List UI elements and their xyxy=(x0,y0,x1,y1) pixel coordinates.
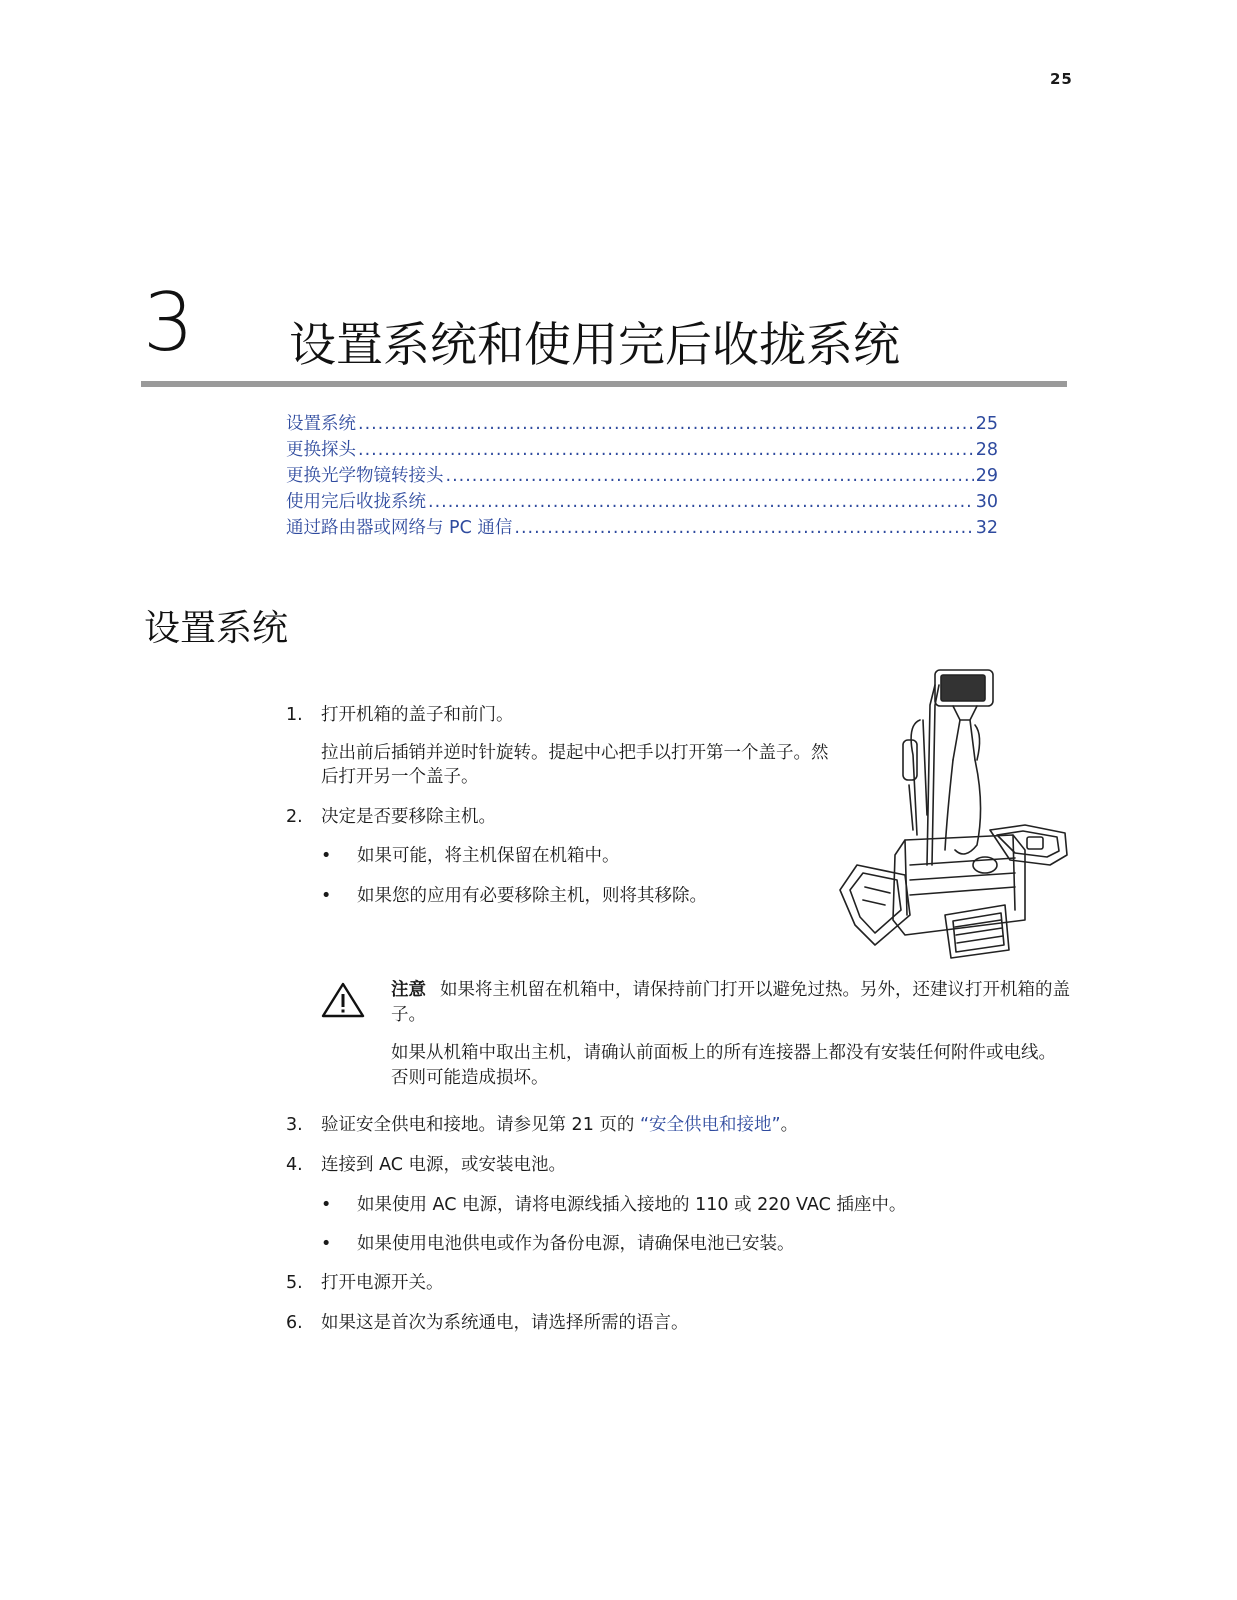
warning-triangle-icon xyxy=(320,981,366,1019)
toc-leader xyxy=(514,518,973,538)
bullet-icon: • xyxy=(321,886,332,906)
toc-entry[interactable] xyxy=(286,410,998,436)
caution-paragraph-2: 如果从机箱中取出主机，请确认前面板上的所有连接器上都没有安装任何附件或电线。否则可能造成损坏。 xyxy=(391,1043,1056,1088)
toc-entry-label[interactable]: 使用完后收拢系统 xyxy=(286,492,426,512)
toc-leader xyxy=(358,414,974,434)
chapter-rule xyxy=(141,381,1067,387)
bullet-text: 如果您的应用有必要移除主机，则将其移除。 xyxy=(357,886,707,906)
section-title: 设置系统 xyxy=(144,608,289,649)
inspection-system-illustration xyxy=(835,665,1071,965)
step-text-before: 验证安全供电和接地。请参见第 21 页的 xyxy=(321,1115,635,1135)
toc-entry-page[interactable]: 25 xyxy=(975,414,998,434)
step-number: 4. xyxy=(286,1155,303,1175)
step-text: 如果这是首次为系统通电，请选择所需的语言。 xyxy=(321,1313,689,1333)
toc-entry-label[interactable]: 更换光学物镜转接头 xyxy=(286,466,444,486)
bullet-text: 如果使用电池供电或作为备份电源，请确保电池已安装。 xyxy=(357,1234,795,1254)
safety-link[interactable]: “安全供电和接地” xyxy=(639,1115,781,1135)
bullet-text: 如果使用 AC 电源，请将电源线插入接地的 110 或 220 VAC 插座中。 xyxy=(357,1195,907,1215)
toc-leader xyxy=(428,492,974,512)
bullet-icon: • xyxy=(321,1195,332,1215)
step-number: 2. xyxy=(286,807,303,827)
step-text: 连接到 AC 电源，或安装电池。 xyxy=(321,1155,567,1175)
step-text: 打开电源开关。 xyxy=(321,1273,444,1293)
step-text xyxy=(321,1112,798,1138)
table-of-contents xyxy=(286,410,998,540)
toc-entry[interactable] xyxy=(286,488,998,514)
caution-label: 注意 xyxy=(391,980,426,1000)
caution-paragraph-1 xyxy=(391,978,1071,1028)
bullet-icon: • xyxy=(321,846,332,866)
probe-holder xyxy=(903,740,917,780)
chapter-number: 3 xyxy=(143,276,194,369)
step-text: 打开机箱的盖子和前门。 xyxy=(321,705,514,725)
toc-leader xyxy=(358,440,974,460)
handset-display xyxy=(941,675,985,701)
step-number: 3. xyxy=(286,1115,303,1135)
toc-entry-label[interactable]: 通过路由器或网络与 PC 通信 xyxy=(286,518,513,538)
step-text: 决定是否要移除主机。 xyxy=(321,807,496,827)
toc-entry-page[interactable]: 29 xyxy=(975,466,998,486)
step-number: 6. xyxy=(286,1313,303,1333)
step-text-after: 。 xyxy=(780,1115,799,1135)
toc-entry[interactable] xyxy=(286,436,998,462)
toc-leader xyxy=(446,466,974,486)
step-1-detail: 拉出前后插销并逆时针旋转。提起中心把手以打开第一个盖子。然后打开另一个盖子。 xyxy=(321,743,829,787)
toc-entry[interactable] xyxy=(286,462,998,488)
chapter-title: 设置系统和使用完后收拢系统 xyxy=(289,318,900,373)
toc-entry-page[interactable]: 30 xyxy=(975,492,998,512)
bullet-icon: • xyxy=(321,1234,332,1254)
step-number: 5. xyxy=(286,1273,303,1293)
toc-entry-label[interactable]: 更换探头 xyxy=(286,440,356,460)
toc-entry-page[interactable]: 32 xyxy=(975,518,998,538)
page-number: 25 xyxy=(1050,70,1073,88)
caution-text: 如果将主机留在机箱中，请保持前门打开以避免过热。另外，还建议打开机箱的盖子。 xyxy=(391,980,1070,1025)
toc-entry-label[interactable]: 设置系统 xyxy=(286,414,356,434)
bullet-text: 如果可能，将主机保留在机箱中。 xyxy=(357,846,620,866)
step-number: 1. xyxy=(286,705,303,725)
toc-entry[interactable] xyxy=(286,514,998,540)
toc-entry-page[interactable]: 28 xyxy=(975,440,998,460)
